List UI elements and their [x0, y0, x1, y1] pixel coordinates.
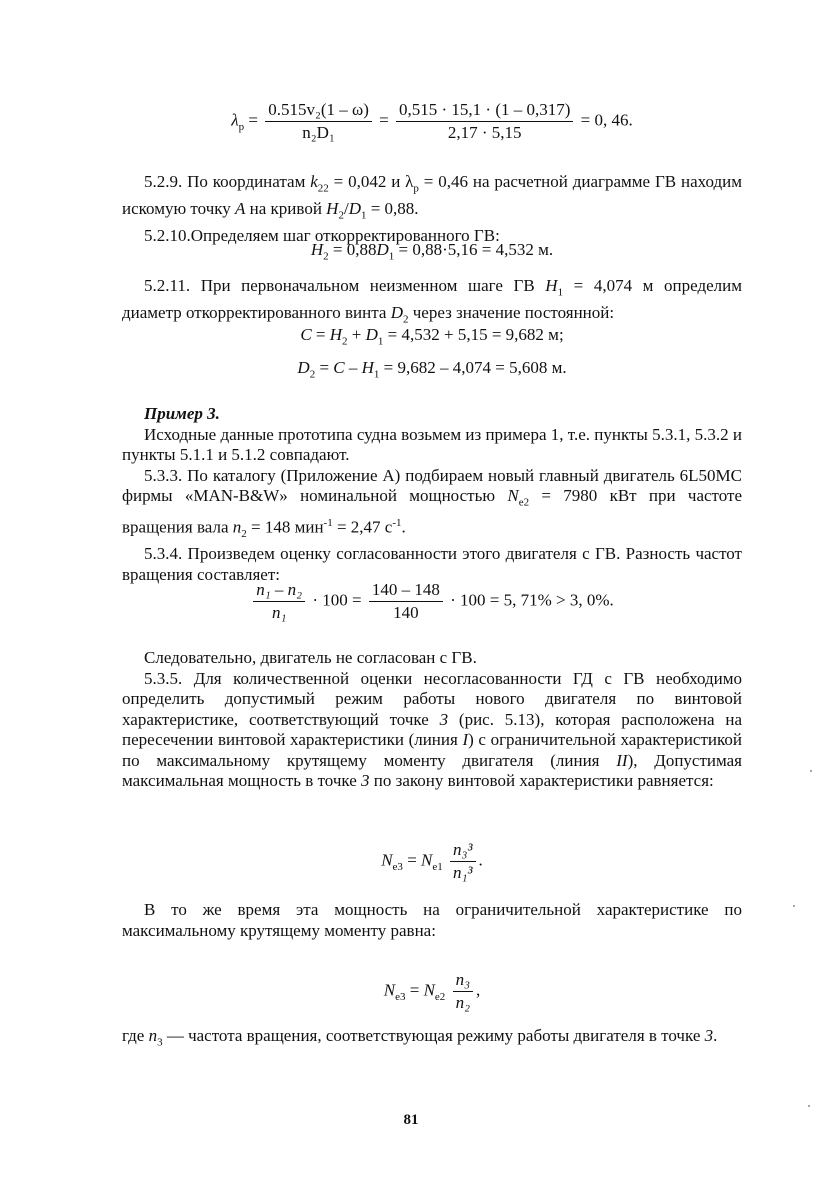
sub: р — [413, 182, 419, 195]
equation-h2 — [122, 240, 742, 262]
paragraph-meanwhile: В то же время эта мощность на ограничительной характеристике по максимальному крутящему моменту равна: — [122, 900, 742, 940]
example-3-section — [122, 404, 742, 585]
var-N: N — [507, 486, 519, 505]
sub: e1 — [432, 860, 443, 873]
paragraph-5-2-10: 5.2.10.Определяем шаг откорректированного ГВ: — [144, 225, 500, 245]
scan-speck — [810, 770, 812, 772]
sub: 2 — [241, 527, 247, 540]
point-3: 3 — [704, 1026, 714, 1045]
scan-speck — [793, 905, 795, 907]
text: 5.3.5. Для количественной оценки несогласованности ГД с ГВ необходимо определить допустимый режим работы нового двигателя по винтовой характеристике, соответствующий точке — [122, 668, 742, 729]
ne3b-den: n₂ — [455, 993, 470, 1012]
formula-lambda-den2: 2,17 · 5,15 — [447, 123, 522, 142]
var-C: C — [300, 325, 312, 344]
text: = 148 мин — [246, 517, 324, 537]
scan-speck — [808, 1105, 810, 1107]
equation-c — [122, 325, 742, 347]
text: = — [402, 850, 422, 870]
sub: e2 — [434, 990, 446, 1003]
var-N: N — [381, 850, 393, 870]
diff-num1: n₁ – n₂ — [253, 580, 305, 602]
sup: -1 — [323, 516, 333, 529]
var-n: n — [148, 1026, 158, 1045]
paragraph-conclusion: Следовательно, двигатель не согласован с ГВ. — [144, 648, 477, 667]
text: · 100 = 5, 71% > 3, 0%. — [450, 590, 614, 610]
var-C: C — [333, 358, 345, 377]
diff-num2: 140 – 148 — [369, 580, 443, 602]
var-k: k — [310, 172, 318, 191]
text: = — [311, 325, 330, 344]
formula-lambda-lhs-sub: р — [238, 120, 245, 133]
text: — частота вращения, соответствующая режиму работы двигателя в точке — [162, 1026, 705, 1045]
text: на кривой — [245, 198, 327, 218]
text: ), Допустимая максимальная мощность в точке — [122, 750, 742, 790]
sub: e3 — [392, 860, 403, 873]
text: , — [475, 980, 481, 1000]
text: 5.3.3. По каталогу (Приложение А) подбираем новый главный двигатель 6L50MC фирмы «MAN-B&W» номинальной мощностью — [122, 465, 742, 505]
point-3: 3 — [439, 709, 449, 729]
text: по закону винтовой характеристики равняется: — [369, 771, 714, 790]
text: = 0,042 и λ — [328, 172, 414, 191]
formula-lambda: $\lambda_р$ = $\frac{\text{0.515v₂(1 – ω)}}{\text{n₂D₁}}$ = $\frac{0,515 \cdot 15,1 \cdot (1 - 0,317)}{2,17 \cdot 5,15}$ = 0, 46. — [231, 100, 633, 142]
formula-lambda-frac2 — [396, 100, 573, 143]
sub: 2 — [342, 335, 348, 348]
text: · 100 = — [312, 590, 362, 610]
text: . — [478, 850, 483, 870]
formula-lambda-num1: 0.515v₂(1 – ω) — [265, 100, 372, 122]
sub: e2 — [518, 496, 530, 509]
diff-den2: 140 — [393, 603, 419, 622]
text: / — [343, 198, 349, 218]
sub: 1 — [557, 286, 564, 299]
paragraph-5-2-11 — [122, 276, 742, 330]
sup: -1 — [392, 516, 402, 529]
paragraph-5-3-5 — [122, 669, 742, 792]
text: = — [315, 358, 334, 377]
sub: 1 — [388, 250, 395, 263]
text: . — [713, 1026, 718, 1045]
text: (рис. 5.13), которая расположена на пересечении винтовой характеристики (линия — [122, 709, 743, 749]
formula-lambda-result: = 0, 46. — [580, 110, 633, 130]
equation-diff — [122, 580, 742, 623]
formula-lambda-lhs: λ — [231, 110, 239, 130]
text: = 0,46 на расчетной диаграмме ГВ находим искомую точку — [122, 172, 742, 218]
paragraph-5-3-4: 5.3.4. Произведем оценку согласованности этого двигателя с ГВ. Разность частот вращения составляет: — [122, 544, 742, 584]
example-heading: Пример 3. — [144, 404, 220, 423]
paragraph-example-intro: Исходные данные прототипа судна возьмем из примера 1, т.е. пункты 5.3.1, 5.3.2 и пункты 5.1.1 и 5.1.2 совпадают. — [122, 424, 742, 464]
text: = 2,47 с — [332, 517, 393, 537]
var-A: A — [235, 198, 246, 218]
ne3b-num: n₃ — [453, 970, 473, 992]
diff-frac2 — [369, 580, 443, 623]
paragraph-where-block — [122, 1026, 742, 1053]
var-H: H — [361, 358, 374, 377]
paragraph-5-3-5-block — [122, 648, 742, 792]
text: + — [347, 325, 366, 344]
text: через значение постоянной: — [408, 302, 615, 322]
text: = 9,682 – 4,074 = 5,608 м. — [379, 358, 567, 377]
diff-frac1 — [253, 580, 305, 623]
var-D: D — [348, 198, 361, 218]
text: = 7980 кВт при частоте вращения вала — [122, 486, 743, 537]
var-D: D — [365, 325, 378, 344]
formula-lambda-num2: 0,515 · 15,1 · (1 – 0,317) — [396, 100, 573, 122]
text: ) с ограничительной характеристикой по максимальному крутящему моменту двигателя (линия — [122, 730, 742, 770]
paragraph-5-3-3 — [122, 466, 742, 545]
sub: 1 — [360, 209, 367, 222]
var-H: H — [329, 325, 343, 344]
var-D: D — [297, 358, 310, 377]
line-II: II — [616, 750, 628, 770]
page-number: 81 — [403, 1112, 419, 1128]
sub: 3 — [157, 1036, 163, 1049]
sub: 2 — [402, 313, 409, 326]
text: = 4,532 + 5,15 = 9,682 м; — [383, 325, 564, 344]
sub: 2 — [338, 209, 344, 222]
sub: e3 — [395, 990, 406, 1003]
text: 5.2.9. По координатам — [144, 172, 311, 191]
var-D: D — [376, 240, 389, 259]
sub: 1 — [373, 368, 380, 381]
text: 5.2.11. При первоначальном неизменном шаге ГВ — [144, 276, 546, 295]
var-N: N — [421, 850, 433, 870]
var-n: n — [232, 517, 242, 537]
ne3b-frac — [453, 970, 473, 1013]
var-H: H — [545, 276, 558, 295]
equation-d2 — [122, 358, 742, 380]
text: = 0,88·5,16 = 4,532 м. — [394, 240, 554, 259]
paragraph-5-2-9 — [122, 172, 742, 246]
formula-lambda-den1: n₂D₁ — [302, 123, 335, 142]
text: = — [405, 980, 424, 1000]
paragraph-where — [122, 1026, 742, 1053]
text: – — [344, 358, 362, 377]
paragraph-meanwhile-block — [122, 900, 742, 941]
line-I: I — [462, 730, 469, 749]
text: где — [122, 1026, 149, 1045]
var-N: N — [383, 980, 396, 1000]
point-3: 3 — [361, 771, 370, 790]
var-H: H — [326, 198, 339, 218]
sub: 22 — [317, 182, 329, 195]
sub: 2 — [309, 368, 316, 381]
ne3-frac — [450, 840, 476, 883]
ne3-num: n₃³ — [450, 840, 476, 862]
formula-lambda-frac1 — [265, 100, 372, 143]
diff-den1: n₁ — [271, 603, 287, 622]
var-D: D — [390, 302, 403, 322]
var-H: H — [310, 240, 324, 259]
equation-ne3-propeller — [122, 840, 742, 883]
text: . — [401, 517, 406, 537]
sub: 1 — [377, 335, 384, 348]
sub: 2 — [323, 250, 329, 263]
var-N: N — [423, 980, 435, 1000]
equation-ne3-torque — [122, 970, 742, 1013]
ne3-den: n₁³ — [453, 863, 473, 882]
text: = 0,88 — [328, 240, 377, 259]
text: = 0,88. — [366, 198, 419, 218]
text: = 4,074 м определим диаметр откорректированного винта — [122, 276, 742, 322]
